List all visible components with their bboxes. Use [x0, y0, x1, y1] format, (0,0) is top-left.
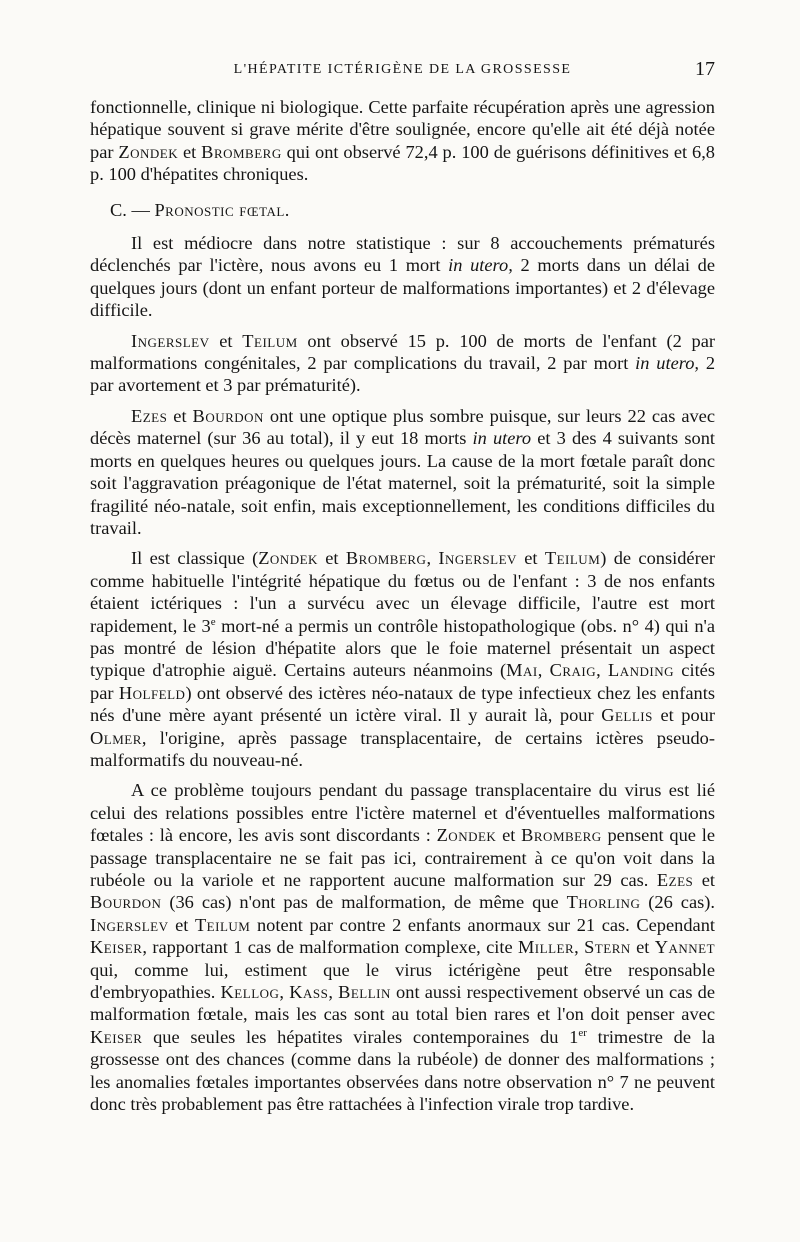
running-title: L'HÉPATITE ICTÉRIGÈNE DE LA GROSSESSE — [233, 62, 572, 77]
latin-term: in utero, — [448, 255, 513, 276]
section-heading: C. — Pronostic fœtal. — [110, 199, 290, 220]
paragraph: A ce problème toujours pendant du passage transplacentaire du virus est lié celui des relations possibles entre l'ictère maternel et d'éventuelles malformations fœtales : là encore, les avis sont discordants : Zondek et Bromberg pensent que le passage transplacentaire ne se fait pas ici, contrairement à ce qu'on voit dans la rubéole ou la variole et ne rapportent aucune malformation sur 29 cas. Ezes et Bourdon (36 cas) n'ont pas de malformation, de même que Thorling (26 cas). Ingerslev et Teilum notent par contre 2 enfants anormaux sur 21 cas. Cependant Keiser, rapportant 1 cas de malformation complexe, cite Miller, Stern et Yannet qui, comme lui, estiment que le virus ictérigène peut être responsable d'embryopathies. Kellog, Kass, Bellin ont aussi respectivement observé un cas de malformation fœtale, mais les cas sont au total bien rares et l'on doit penser avec Keiser que seules les hépatites virales contemporaines du 1er trimestre de la grossesse ont des chances (comme dans la rubéole) de donner des malformations ; les anomalies fœtales importantes observées dans notre observation n° 7 ne peuvent donc très probablement pas être rattachées à l'infection virale trop tardive. — [90, 780, 716, 1115]
author-name: Keiser — [90, 937, 143, 958]
author-name: Stern — [584, 937, 631, 958]
paragraph: Il est classique (Zondek et Bromberg, Ingerslev et Teilum) de considérer comme habituelle l'intégrité hépatique du fœtus ou de l'enfant : 3 de nos enfants étaient ictériques : l'un a survécu avec un élevage difficile, l'autre est mort rapidement, le 3e mort-né a permis un contrôle histopathologique (obs. n° 4) qui n'a pas montré de lésion d'hépatite alors que le foie maternel présentait un aspect typique d'atrophie aiguë. Certains auteurs néanmoins (Mai, Craig, Landing cités par Holfeld) ont observé des ictères néo-nataux de type infectieux chez les enfants nés d'une mère ayant présenté un ictère viral. Il y aurait là, pour Gellis et pour Olmer, l'origine, après passage transplacentaire, de certains ictères pseudo-malformatifs du nouveau-né. — [90, 548, 716, 770]
author-name: Gellis — [601, 705, 653, 726]
paragraph: Ezes et Bourdon ont une optique plus sombre puisque, sur leurs 22 cas avec décès maternel (sur 36 au total), il y eut 18 morts in utero et 3 des 4 suivants sont morts en quelques heures ou quelques jours. La cause de la mort fœtale paraît donc soit l'aggravation préagonique de l'état maternel, soit la prématurité, soit la simple fragilité néo-natale, soit enfin, mais exceptionnellement, les conditions difficiles du travail. — [90, 405, 716, 538]
author-name: Bromberg — [521, 825, 602, 846]
author-name: Bourdon — [90, 892, 162, 913]
author-name: Bromberg — [201, 141, 282, 162]
author-name: Teilum — [544, 548, 601, 569]
author-name: Olmer — [90, 727, 142, 748]
author-name: Holfeld — [118, 682, 186, 703]
author-name: Teilum — [242, 330, 298, 351]
author-name: Zondek — [436, 825, 497, 846]
author-name: Zondek — [258, 548, 318, 569]
author-name: Bellin — [338, 982, 391, 1003]
latin-term: in utero, — [635, 353, 699, 374]
author-name: Teilum — [194, 914, 251, 935]
author-name: Thorling — [566, 892, 641, 913]
superscript: e — [210, 615, 216, 628]
author-name: Ingerslev — [131, 330, 210, 351]
author-name: Ingerslev — [90, 914, 169, 935]
author-name: Kellog — [220, 982, 280, 1003]
author-name: Ezes — [656, 870, 694, 890]
author-name: Mai — [506, 660, 538, 681]
author-name: Kass — [289, 982, 329, 1003]
section-title: Pronostic fœtal. — [154, 199, 290, 220]
author-name: Ezes — [131, 405, 168, 426]
author-name: Craig — [549, 660, 597, 681]
latin-term: in utero — [472, 428, 532, 449]
author-name: Keiser — [90, 1026, 143, 1047]
author-name: Ingerslev — [438, 548, 517, 569]
author-name: Bromberg — [345, 548, 427, 569]
superscript: er — [578, 1026, 587, 1039]
paragraph: Ingerslev et Teilum ont observé 15 p. 100 de morts de l'enfant (2 par malformations congénitales, 2 par complications du travail, 2 par mort in utero, 2 par avortement et 3 par prématurité). — [90, 330, 716, 396]
running-header — [90, 58, 715, 84]
paragraph: Il est médiocre dans notre statistique : sur 8 accouchements prématurés déclenchés par l'ictère, nous avons eu 1 mort in utero, 2 morts dans un délai de quelques jours (dont un enfant porteur de malformations importantes) et 2 d'élevage difficile. — [90, 233, 716, 321]
paragraph-continued: fonctionnelle, clinique ni biologique. Cette parfaite récupération après une agression hépatique souvent si grave mérite d'être soulignée, encore qu'elle ait été déjà notée par Zondek et Bromberg qui ont observé 72,4 p. 100 de guérisons définitives et 6,8 p. 100 d'hépatites chroniques. — [90, 97, 715, 185]
author-name: Yannet — [654, 937, 716, 958]
author-name: Bourdon — [192, 405, 264, 426]
author-name: Miller — [517, 937, 575, 958]
page-number: 17 — [695, 58, 715, 80]
author-name: Landing — [608, 660, 675, 681]
body-text — [90, 96, 715, 1123]
author-name: Zondek — [118, 141, 179, 162]
